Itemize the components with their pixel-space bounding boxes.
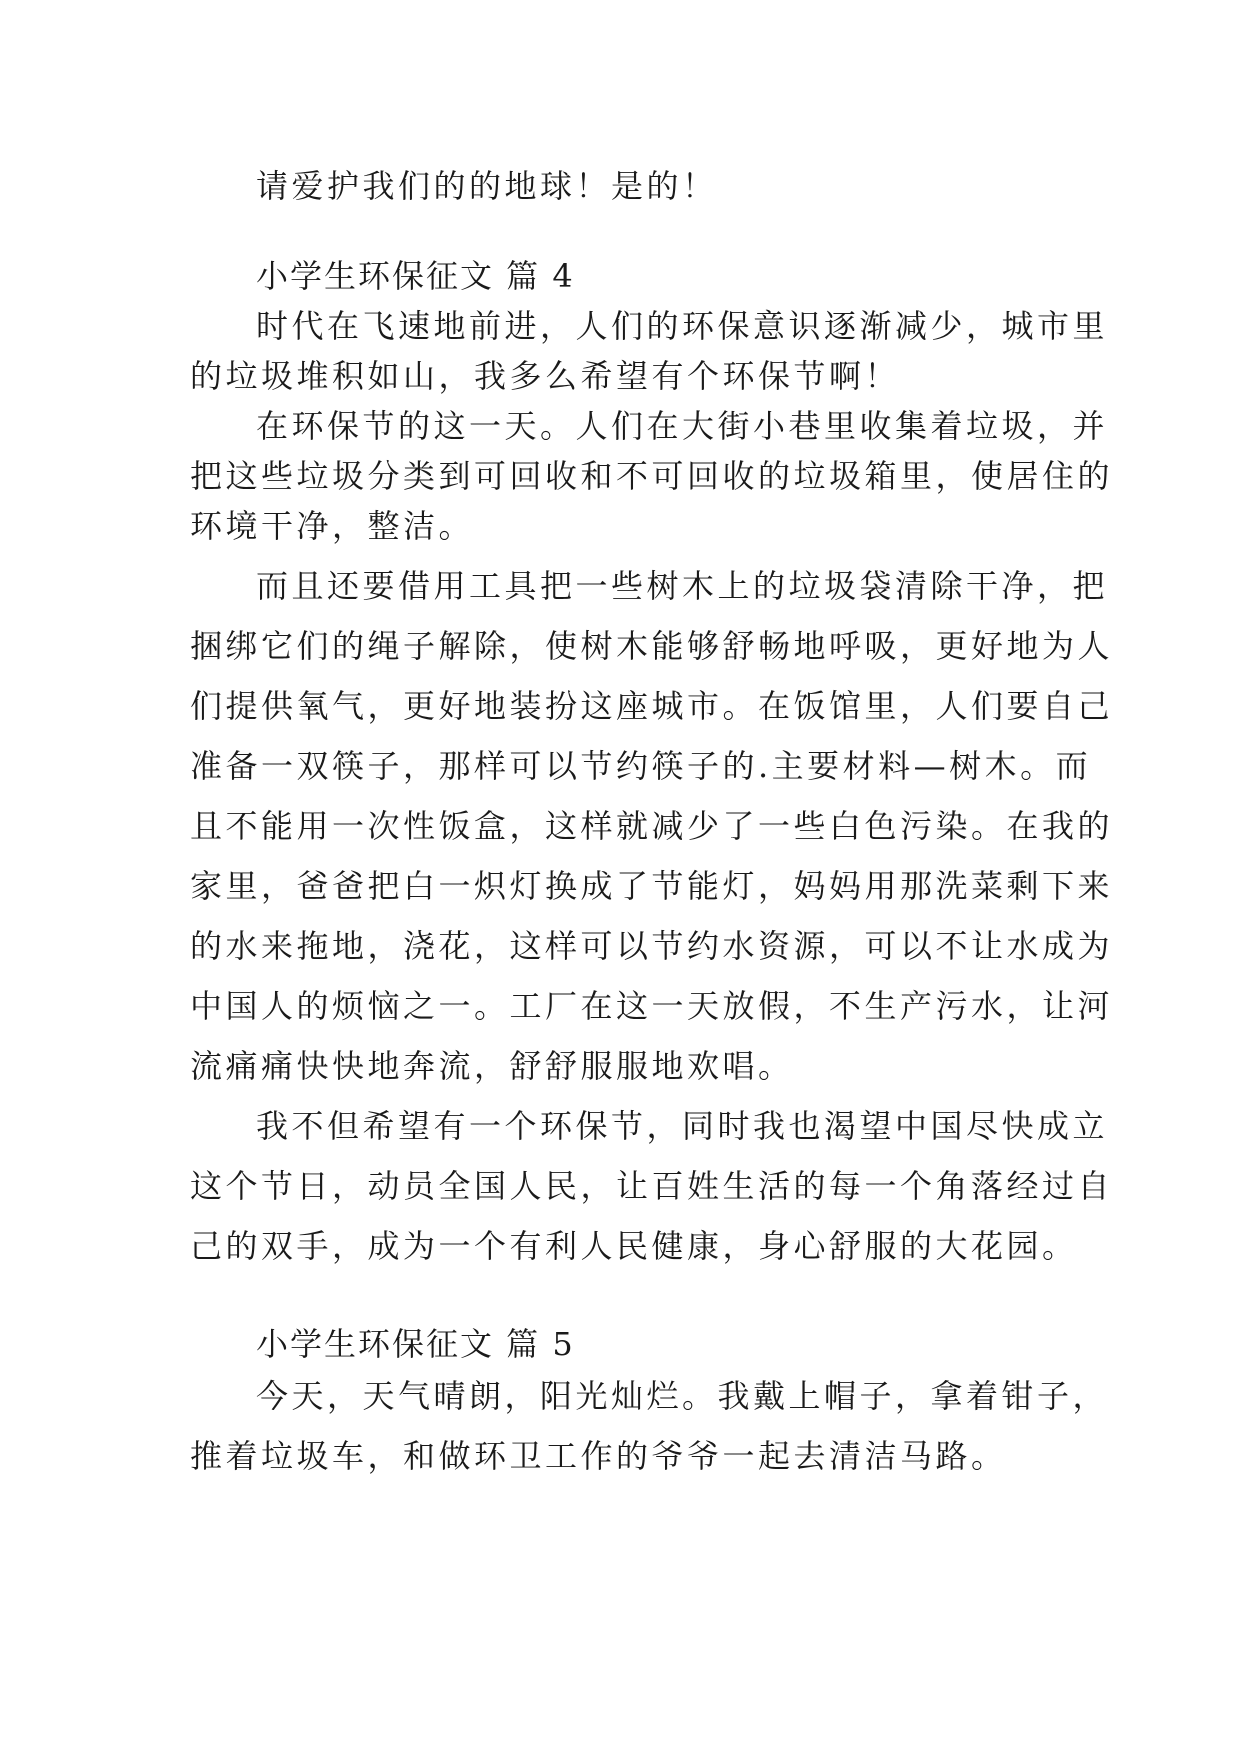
paragraph-line: 家里，爸爸把白一炽灯换成了节能灯，妈妈用那洗菜剩下来	[190, 867, 1114, 905]
paragraph-line: 今天，天气晴朗，阳光灿烂。我戴上帽子，拿着钳子，	[256, 1377, 1109, 1415]
paragraph-line: 捆绑它们的绳子解除，使树木能够舒畅地呼吸，更好地为人	[190, 627, 1114, 665]
paragraph-line: 而且还要借用工具把一些树木上的垃圾袋清除干净，把	[256, 567, 1109, 605]
paragraph-line: 在环保节的这一天。人们在大街小巷里收集着垃圾，并	[256, 407, 1109, 445]
paragraph-line: 们提供氧气，更好地装扮这座城市。在饭馆里，人们要自己	[190, 687, 1114, 725]
paragraph-line: 我不但希望有一个环保节，同时我也渴望中国尽快成立	[256, 1107, 1109, 1145]
paragraph-line: 己的双手，成为一个有利人民健康，身心舒服的大花园。	[190, 1227, 1078, 1265]
section-5-title: 小学生环保征文 篇 5	[256, 1325, 575, 1363]
paragraph-line: 时代在飞速地前进，人们的环保意识逐渐减少，城市里	[256, 307, 1109, 345]
paragraph-line: 的水来拖地，浇花，这样可以节约水资源，可以不让水成为	[190, 927, 1114, 965]
closing-line: 请爱护我们的的地球！是的！	[256, 167, 718, 205]
paragraph-line: 环境干净，整洁。	[190, 507, 475, 545]
paragraph-line: 且不能用一次性饭盒，这样就减少了一些白色污染。在我的	[190, 807, 1114, 845]
paragraph-line: 把这些垃圾分类到可回收和不可回收的垃圾箱里，使居住的	[190, 457, 1114, 495]
paragraph-line: 推着垃圾车，和做环卫工作的爷爷一起去清洁马路。	[190, 1437, 1007, 1475]
paragraph-line: 流痛痛快快地奔流，舒舒服服地欢唱。	[190, 1047, 794, 1085]
paragraph-line: 这个节日，动员全国人民，让百姓生活的每一个角落经过自	[190, 1167, 1114, 1205]
section-4-title: 小学生环保征文 篇 4	[256, 257, 575, 295]
paragraph-line: 准备一双筷子，那样可以节约筷子的.主要材料—树木。而	[190, 747, 1092, 785]
paragraph-line: 的垃圾堆积如山，我多么希望有个环保节啊！	[190, 357, 901, 395]
paragraph-line: 中国人的烦恼之一。工厂在这一天放假，不生产污水，让河	[190, 987, 1114, 1025]
